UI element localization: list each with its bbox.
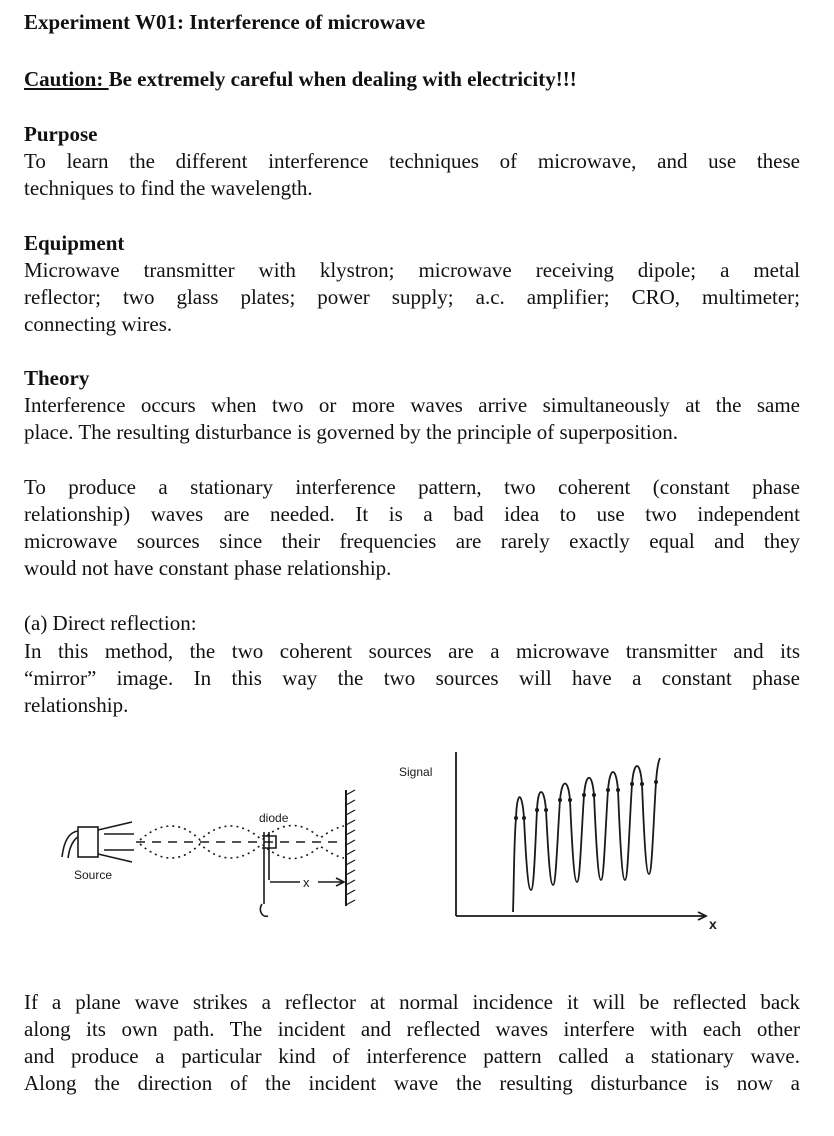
caution-label: Caution: <box>24 67 109 91</box>
equipment-heading: Equipment <box>24 231 125 255</box>
theory-line: To produce a stationary interference pattern, two coherent (constant phase <box>24 475 800 499</box>
purpose-line: techniques to find the wavelength. <box>24 176 313 200</box>
purpose-line: To learn the different interference techniques of microwave, and use these <box>24 149 800 173</box>
source-horn <box>98 822 134 862</box>
direct-reflection-subheading: (a) Direct reflection: <box>24 611 197 635</box>
theory-line: microwave sources since their frequencies are rarely exactly equal and they <box>24 529 800 553</box>
theory-line: relationship) waves are needed. It is a bad idea to use two independent <box>24 502 800 526</box>
theory-heading: Theory <box>24 366 90 390</box>
signal-graph <box>456 752 706 920</box>
graph-x-axis-label: x <box>709 916 717 932</box>
equipment-line: reflector; two glass plates; power supply; a.c. amplifier; CRO, multimeter; <box>24 285 800 309</box>
source-label: Source <box>74 868 113 882</box>
theory-line: place. The resulting disturbance is governed by the principle of superposition. <box>24 420 678 444</box>
standing-wave-upper <box>140 825 344 840</box>
closing-line: along its own path. The incident and reflected waves interfere with each other <box>24 1017 800 1041</box>
reflector-hatching <box>346 790 355 905</box>
document-title: Experiment W01: Interference of microwave <box>24 10 426 34</box>
direct-reflection-line: relationship. <box>24 693 129 717</box>
source-body <box>78 827 98 857</box>
theory-line: Interference occurs when two or more waves arrive simultaneously at the same <box>24 393 800 417</box>
closing-line: If a plane wave strikes a reflector at normal incidence it will be reflected back <box>24 990 800 1014</box>
direct-reflection-line: “mirror” image. In this way the two sources will have a constant phase <box>24 666 800 690</box>
standing-wave-lower <box>140 844 344 859</box>
theory-line: would not have constant phase relationship. <box>24 556 392 580</box>
closing-line: Along the direction of the incident wave the resulting disturbance is now a <box>24 1071 800 1095</box>
signal-trace <box>513 758 660 912</box>
purpose-heading: Purpose <box>24 122 98 146</box>
signal-markers <box>514 780 658 820</box>
distance-label: x <box>303 875 310 890</box>
closing-line: and produce a particular kind of interference pattern called a stationary wave. <box>24 1044 800 1068</box>
apparatus-sketch <box>62 790 355 916</box>
direct-reflection-line: In this method, the two coherent sources are a microwave transmitter and its <box>24 639 800 663</box>
caution-text: Be extremely careful when dealing with electricity!!! <box>108 67 577 91</box>
diode-foot <box>260 904 268 916</box>
diode-label: diode <box>259 811 289 825</box>
equipment-line: Microwave transmitter with klystron; microwave receiving dipole; a metal <box>24 258 800 282</box>
equipment-line: connecting wires. <box>24 312 173 336</box>
signal-axis-label: Signal <box>399 765 433 779</box>
